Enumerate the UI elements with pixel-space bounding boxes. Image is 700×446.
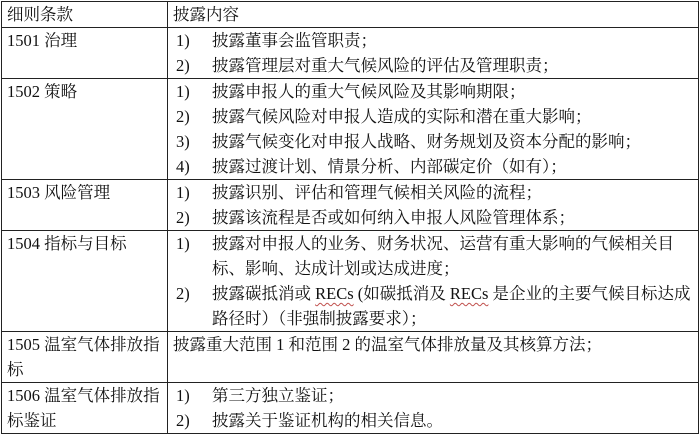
item-number: 1) [176, 234, 190, 253]
item-number: 1) [176, 183, 190, 202]
item-number: 3) [176, 132, 190, 151]
text-segment: 是企业的主要气候目标达成路径时）（非强制披露要求）； [212, 284, 691, 328]
table-row [2, 28, 699, 79]
item-text: 披露申报人的重大气候风险及其影响期限； [212, 82, 526, 101]
text-segment: 披露碳抵消或 [212, 284, 316, 303]
list-item [173, 79, 694, 104]
item-text: 披露气候变化对申报人战略、财务规划及资本分配的影响； [212, 132, 641, 151]
spellcheck-underlined-term: RECs [449, 284, 489, 303]
item-number: 2) [176, 208, 190, 227]
table-row [2, 383, 699, 434]
list-item [173, 53, 694, 78]
item-number: 4) [176, 157, 190, 176]
text-segment: (如碳抵消及 [353, 284, 450, 303]
clause-cell: 1505 温室气体排放指标 [2, 332, 168, 383]
content-cell [168, 79, 699, 180]
item-number: 2) [176, 107, 190, 126]
content-cell [168, 28, 699, 79]
clause-cell: 1502 策略 [2, 79, 168, 180]
list-item [173, 231, 694, 281]
table-row [2, 79, 699, 180]
header-clause: 细则条款 [2, 2, 168, 28]
clause-cell: 1501 治理 [2, 28, 168, 79]
item-number: 1) [176, 31, 190, 50]
content-cell: 披露重大范围 1 和范围 2 的温室气体排放量及其核算方法； [168, 332, 699, 383]
list-item [173, 205, 694, 230]
disclosure-table [1, 1, 699, 434]
table-row [2, 332, 699, 383]
list-item [173, 383, 694, 408]
clause-cell: 1504 指标与目标 [2, 231, 168, 332]
item-text: 披露气候风险对申报人造成的实际和潜在重大影响； [212, 107, 592, 126]
item-number: 2) [176, 411, 190, 430]
item-text: 披露关于鉴证机构的相关信息。 [212, 411, 443, 430]
content-cell [168, 231, 699, 332]
list-item [173, 104, 694, 129]
item-number: 1) [176, 386, 190, 405]
list-item [173, 281, 694, 331]
item-text: 第三方独立鉴证； [212, 386, 344, 405]
list-item [173, 180, 694, 205]
header-content: 披露内容 [168, 2, 699, 28]
table-header [2, 2, 699, 28]
spellcheck-underlined-term: RECs [315, 284, 354, 303]
item-number: 2) [176, 284, 190, 303]
item-text: 披露过渡计划、情景分析、内部碳定价（如有）； [212, 157, 567, 176]
item-text: 披露董事会监管职责； [212, 31, 377, 50]
table-row [2, 231, 699, 332]
item-text: 披露对申报人的业务、财务状况、运营有重大影响的气候相关目标、影响、达成计划或达成进度； [212, 234, 674, 278]
item-text: 披露管理层对重大气候风险的评估及管理职责； [212, 56, 559, 75]
table-row [2, 180, 699, 231]
item-text: 披露识别、评估和管理气候相关风险的流程； [212, 183, 542, 202]
item-text [212, 281, 694, 331]
list-item [173, 408, 694, 433]
content-cell [168, 383, 699, 434]
clause-cell: 1506 温室气体排放指标鉴证 [2, 383, 168, 434]
list-item [173, 28, 694, 53]
item-text: 披露该流程是否或如何纳入申报人风险管理体系； [212, 208, 575, 227]
item-number: 1) [176, 82, 190, 101]
content-cell [168, 180, 699, 231]
clause-cell: 1503 风险管理 [2, 180, 168, 231]
item-number: 2) [176, 56, 190, 75]
list-item [173, 154, 694, 179]
list-item [173, 129, 694, 154]
